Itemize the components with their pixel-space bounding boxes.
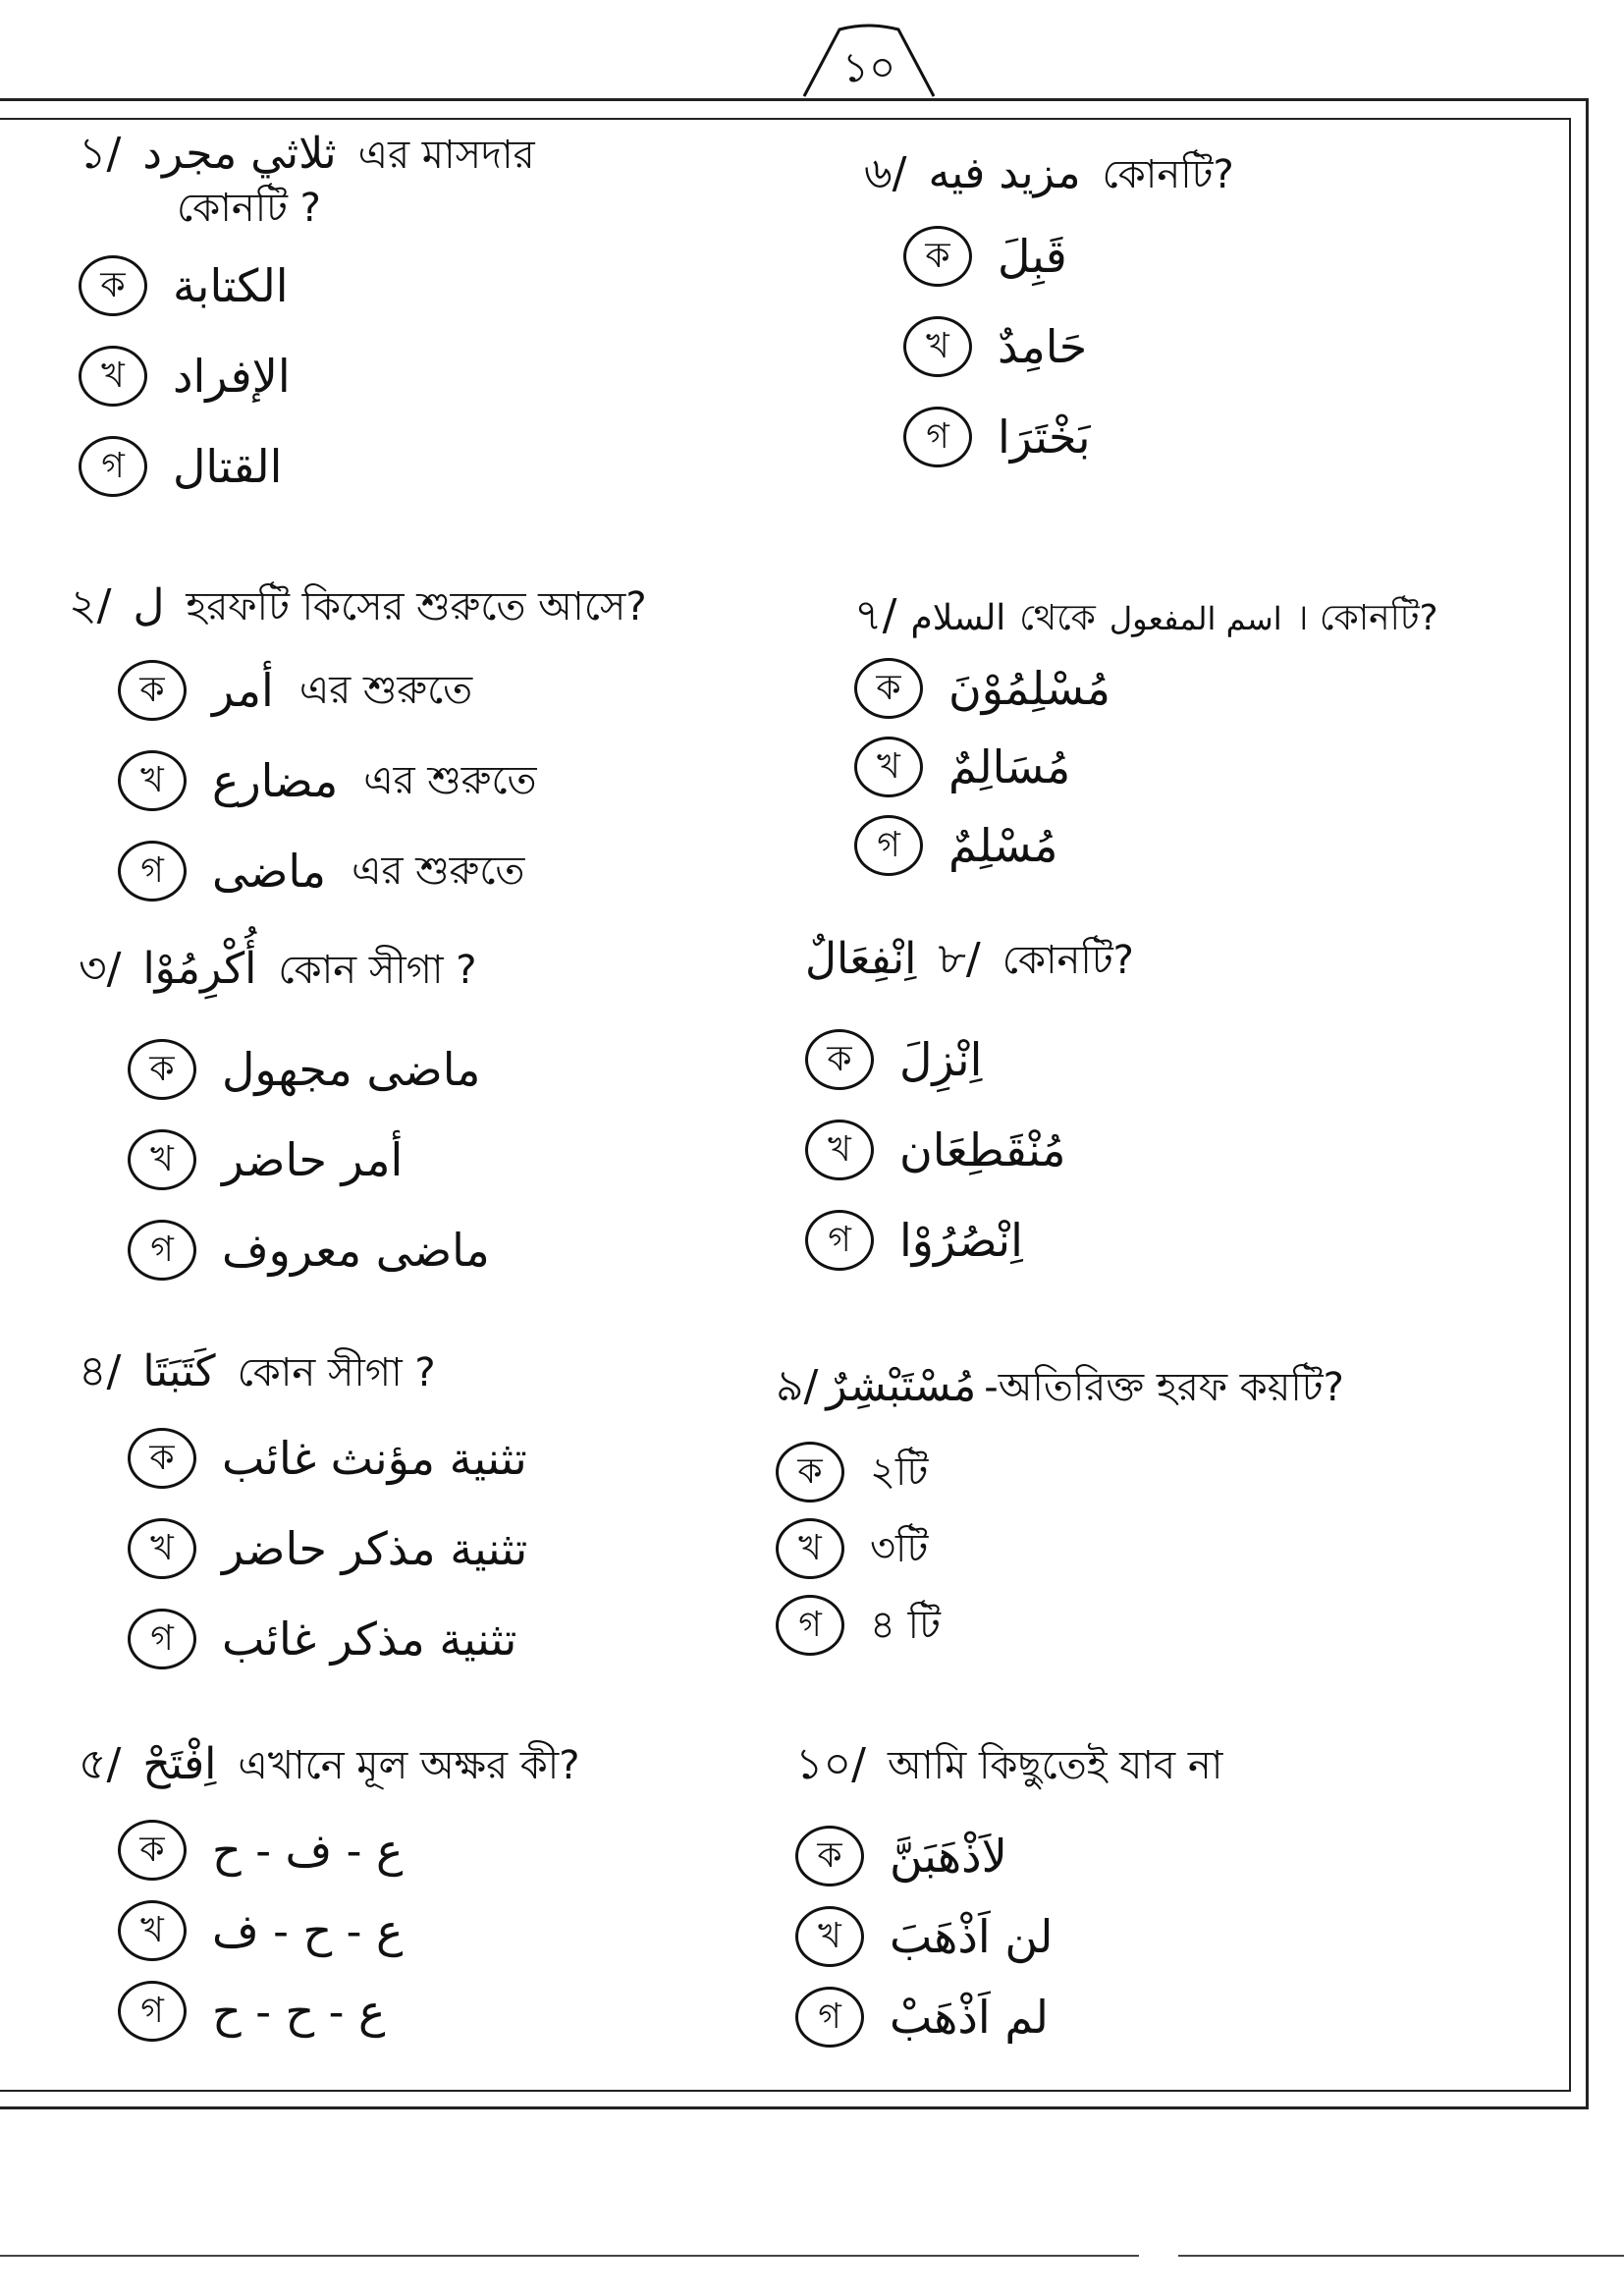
question-number: ১/ <box>79 129 122 179</box>
option[interactable] <box>805 1014 1134 1105</box>
option-label: খ <box>795 1906 864 1967</box>
bottom-rule-left <box>0 2255 1139 2257</box>
option-label: খ <box>118 750 187 811</box>
question-arabic-term: مزيد فيه <box>928 148 1081 198</box>
option-text: ع - ح - ف <box>212 1904 404 1957</box>
option-text: حَامِدٌ <box>998 320 1088 373</box>
option[interactable] <box>128 1115 490 1205</box>
option[interactable] <box>795 1977 1222 2057</box>
question-10 <box>795 1738 1222 2057</box>
option[interactable] <box>118 736 647 826</box>
option-text: مُنْقَطِعَان <box>899 1123 1066 1176</box>
page-number: ১০ <box>841 43 896 91</box>
option-text: ماضى مجهول <box>222 1043 481 1096</box>
option-text: ৪ টি <box>870 1603 941 1648</box>
option-text: مُسَالِمٌ <box>948 740 1071 793</box>
option-label: খ <box>805 1120 874 1180</box>
option[interactable] <box>805 1105 1134 1195</box>
option-label: ক <box>795 1826 864 1886</box>
question-8 <box>805 933 1134 1285</box>
question-number: ৭/ <box>854 590 897 640</box>
option-label: ক <box>805 1029 874 1090</box>
question-arabic-term: كَتَبَتَا <box>142 1346 216 1396</box>
question-text: কোনটি? <box>1102 152 1234 197</box>
question-text: -অতিরিক্ত হরফ কয়টি? <box>984 1365 1344 1410</box>
option-label: গ <box>128 1220 196 1281</box>
option-text: اِنْصُرُوْا <box>899 1214 1023 1267</box>
option-label: ক <box>128 1039 196 1100</box>
option[interactable] <box>79 331 535 421</box>
option-label: গ <box>805 1210 874 1271</box>
question-6 <box>864 147 1234 482</box>
option-label: খ <box>118 1900 187 1961</box>
option-label: ক <box>128 1428 196 1489</box>
option-label: গ <box>128 1609 196 1669</box>
option[interactable] <box>79 421 535 512</box>
question-arabic-term: السلام <box>910 598 1006 638</box>
option-text: مُسْلِمُوْنَ <box>948 662 1111 715</box>
option[interactable] <box>128 1503 527 1594</box>
option-label: গ <box>118 841 187 902</box>
option-text: تثنية مذكر غائب <box>222 1613 517 1666</box>
question-number: ৬/ <box>864 148 907 198</box>
question-1 <box>79 128 535 512</box>
question-arabic-term-2: اسم المفعول <box>1109 600 1282 637</box>
question-text: কোনটি? <box>1001 938 1134 983</box>
question-arabic-term: ل <box>133 580 165 630</box>
question-text: এর মাসদার <box>357 133 535 178</box>
option-text: قَبِلَ <box>998 230 1067 283</box>
option[interactable] <box>776 1434 1344 1510</box>
question-text: এখানে মূল অক্ষর কী? <box>238 1743 580 1788</box>
question-number: ২/ <box>69 580 112 630</box>
option[interactable] <box>79 241 535 331</box>
question-text-end: । কোনটি? <box>1295 598 1438 638</box>
option[interactable] <box>128 1594 527 1684</box>
question-arabic-term: مُسْتَبْشِرٌ <box>826 1361 977 1411</box>
option-label: ক <box>118 660 187 721</box>
option-text: ماضى معروف <box>222 1224 490 1277</box>
page-number-badge <box>800 22 938 98</box>
option[interactable] <box>128 1024 490 1115</box>
option-label: গ <box>903 407 972 467</box>
option-label: ক <box>118 1820 187 1881</box>
option[interactable] <box>903 392 1234 482</box>
option[interactable] <box>128 1413 527 1503</box>
question-4 <box>79 1345 527 1684</box>
option-text: مُسْلِمٌ <box>948 819 1058 872</box>
option-text: لن اَذْهَبَ <box>890 1910 1054 1963</box>
bottom-rule-right <box>1178 2255 1624 2257</box>
option-arabic: ماضى <box>212 845 327 898</box>
option[interactable] <box>805 1195 1134 1285</box>
option[interactable] <box>118 826 647 916</box>
option[interactable] <box>118 1890 579 1971</box>
question-number: ৯/ <box>776 1361 819 1411</box>
option-label: খ <box>128 1129 196 1190</box>
question-5 <box>79 1738 579 2051</box>
option-label: খ <box>854 737 923 797</box>
option[interactable] <box>776 1510 1344 1587</box>
option-text: ع - ف - ح <box>212 1824 404 1877</box>
option-label: ক <box>854 658 923 719</box>
option-text: تثنية مذكر حاضر <box>222 1522 528 1575</box>
question-arabic-term: اِنْفِعَالٌ <box>805 934 917 984</box>
option-text: ২টি <box>870 1449 929 1495</box>
option-label: গ <box>795 1987 864 2048</box>
question-2 <box>69 579 647 916</box>
option-label: খ <box>776 1518 844 1579</box>
option-text: لم اَذْهَبْ <box>890 1991 1049 2044</box>
question-3 <box>79 943 490 1295</box>
option[interactable] <box>118 1971 579 2051</box>
option-text: এর শুরুতে <box>352 848 525 894</box>
question-7 <box>854 589 1438 885</box>
option-text: এর শুরুতে <box>298 668 473 713</box>
option[interactable] <box>854 806 1438 885</box>
option-label: খ <box>79 346 147 407</box>
option-label: ক <box>776 1442 844 1503</box>
option-text: اِنْزِلَ <box>899 1033 983 1086</box>
option-text: بَخْتَرَا <box>998 410 1091 464</box>
option-text: القتال <box>173 440 283 493</box>
question-number: ৫/ <box>79 1739 122 1789</box>
option-text: الإفراد <box>173 350 291 403</box>
question-arabic-term: اِفْتَحْ <box>142 1739 217 1789</box>
question-text: আমি কিছুতেই যাব না <box>887 1743 1223 1788</box>
option[interactable] <box>128 1205 490 1295</box>
question-number: ৩/ <box>79 944 122 994</box>
option-text: لاَذْهَبَنَّ <box>890 1830 1007 1883</box>
question-text-continued: কোনটি ? <box>177 186 321 231</box>
option[interactable] <box>776 1587 1344 1664</box>
option-arabic: أمر <box>212 664 274 717</box>
option-label: গ <box>118 1981 187 2042</box>
option-label: খ <box>903 316 972 377</box>
option-text: أمر حاضر <box>222 1133 404 1186</box>
question-text: হরফটি কিসের শুরুতে আসে? <box>186 584 647 629</box>
option[interactable] <box>854 728 1438 806</box>
question-number: ১০/ <box>795 1739 866 1789</box>
question-arabic-term: ثلاثي مجرد <box>142 129 337 179</box>
option-text: ع - ح - ح <box>212 1985 386 2038</box>
option-arabic: مضارع <box>212 754 339 807</box>
option-label: ক <box>903 226 972 287</box>
question-number: ৮/ <box>938 934 981 984</box>
option-text: এর শুরুতে <box>363 758 537 803</box>
option-text: تثنية مؤنث غائب <box>222 1432 527 1485</box>
question-9 <box>776 1360 1344 1664</box>
option[interactable] <box>854 649 1438 728</box>
question-text: থেকে <box>1019 598 1096 638</box>
option-label: গ <box>79 436 147 497</box>
option[interactable] <box>903 301 1234 392</box>
option-text: الكتابة <box>173 259 289 312</box>
option-label: গ <box>854 815 923 876</box>
option[interactable] <box>118 645 647 736</box>
option[interactable] <box>903 211 1234 301</box>
question-text: কোন সীগা ? <box>237 1350 436 1395</box>
option-label: ক <box>79 255 147 316</box>
option[interactable] <box>795 1816 1222 1896</box>
option-label: খ <box>128 1518 196 1579</box>
option[interactable] <box>795 1896 1222 1977</box>
option[interactable] <box>118 1810 579 1890</box>
question-number: ৪/ <box>79 1346 122 1396</box>
option-text: ৩টি <box>870 1526 929 1571</box>
question-arabic-term: أُكْرِمُوْا <box>142 944 257 994</box>
question-text: কোন সীগা ? <box>278 948 477 993</box>
option-label: গ <box>776 1595 844 1656</box>
